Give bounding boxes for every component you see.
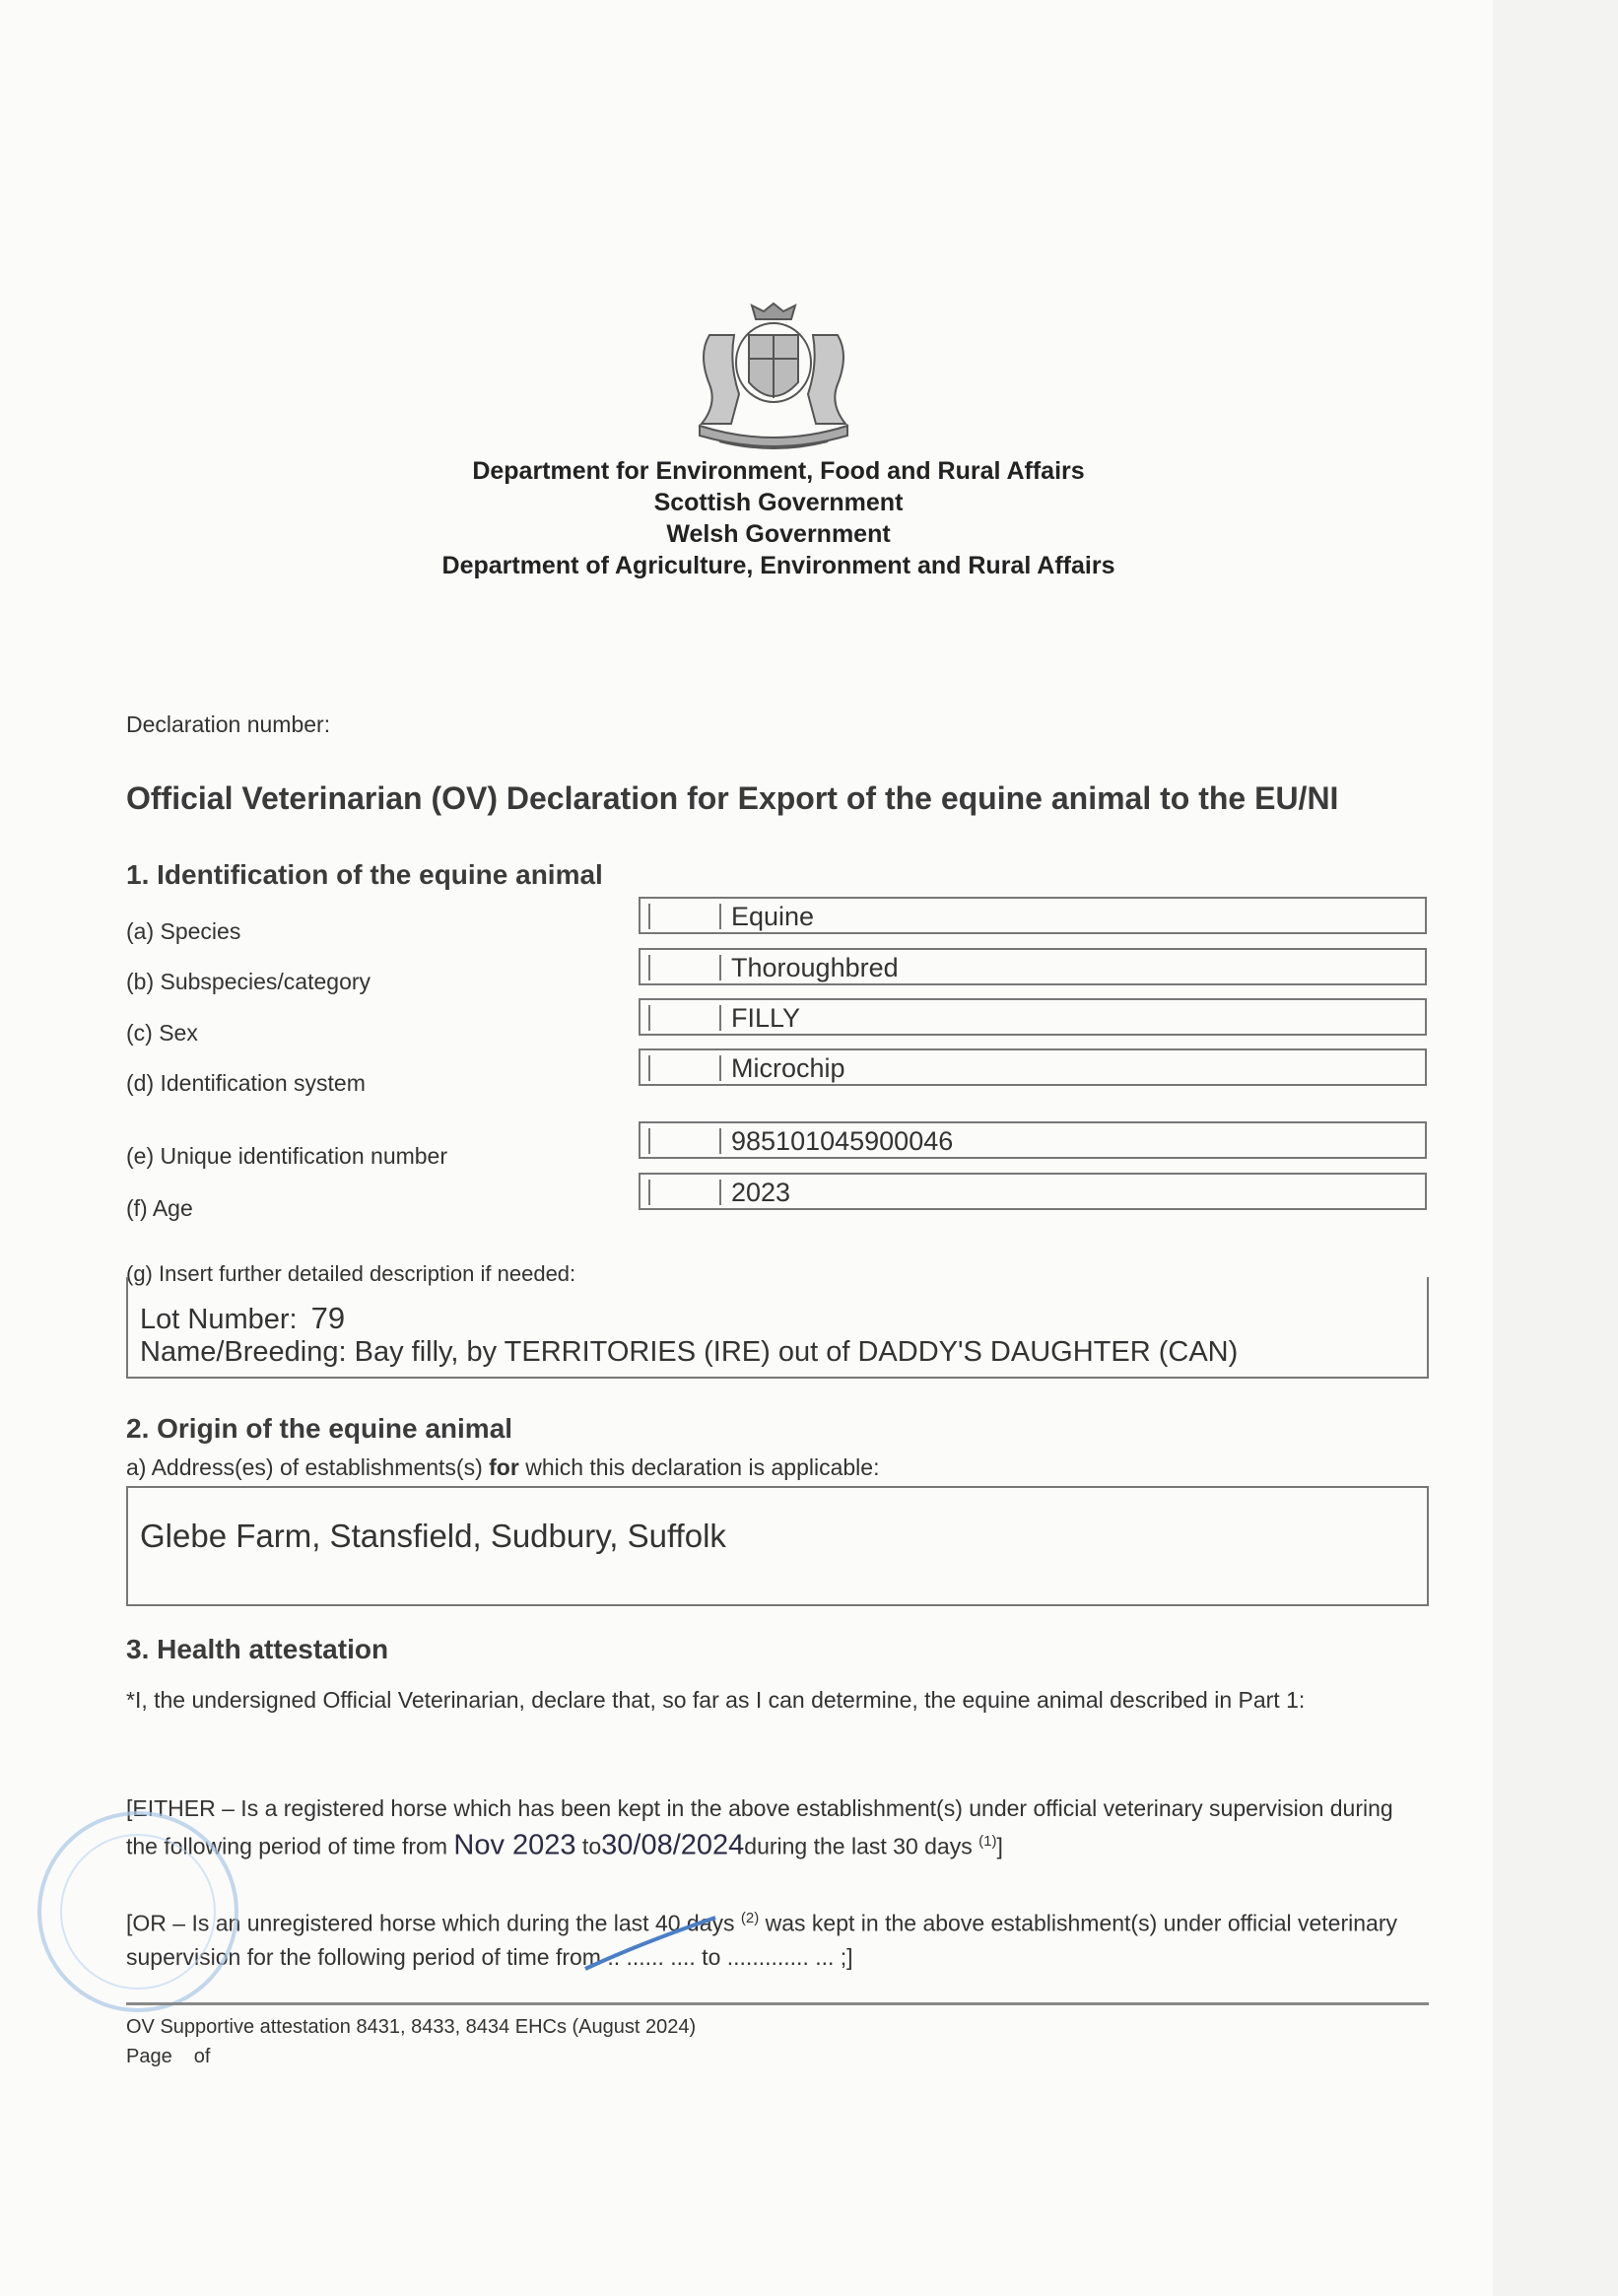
species-label: (a) Species xyxy=(126,918,241,944)
footer-page-number: Page of xyxy=(126,2046,211,2067)
address-label: a) Address(es) of establishments(s) for which this declaration is applicable: xyxy=(126,1454,880,1480)
section1-heading: 1. Identification of the equine animal xyxy=(126,859,603,890)
species-field[interactable] xyxy=(639,897,1427,934)
attestation-intro: *I, the undersigned Official Veterinarian, declare that, so far as I can determine, the equine animal described in Part 1: xyxy=(126,1687,1306,1713)
lot-number-label: Lot Number: xyxy=(140,1304,298,1335)
id-system-field[interactable] xyxy=(639,1048,1427,1086)
further-description-label: (g) Insert further detailed description if needed: xyxy=(126,1261,576,1286)
age-label: (f) Age xyxy=(126,1195,193,1221)
id-system-label: (d) Identification system xyxy=(126,1070,366,1096)
royal-coat-of-arms-icon xyxy=(680,296,867,453)
uid-field[interactable] xyxy=(639,1121,1427,1159)
id-system-value: Microchip xyxy=(731,1053,845,1083)
department-welsh-gov: Welsh Government xyxy=(666,520,891,548)
or-clause: [OR – Is an unregistered horse which during the last 40 days $^{(2)}$ was kept in the above establishment(s) under official veterinary supervision for the following period of time from .. ...... .... to ............. ... ;] xyxy=(126,1910,1397,1970)
issuing-departments xyxy=(315,455,1242,581)
strike-through-mark xyxy=(581,1914,719,1973)
lot-number-value: 79 xyxy=(310,1301,346,1335)
name-breeding-value: Bay filly, by TERRITORIES (IRE) out of DADDY'S DAUGHTER (CAN) xyxy=(354,1336,1239,1368)
uid-label: (e) Unique identification number xyxy=(126,1143,448,1169)
either-clause: [EITHER – Is a registered horse which has been kept in the above establishment(s) under official veterinary supervision during the following period of time from Nov 2023 to30/08/2024during the last 30 days $^{(1)}$] xyxy=(126,1795,1393,1861)
either-from-date: Nov 2023 xyxy=(453,1829,576,1861)
age-value: 2023 xyxy=(731,1178,791,1207)
subspecies-label: (b) Subspecies/category xyxy=(126,969,371,994)
name-breeding-line xyxy=(140,1336,1238,1369)
footer-divider xyxy=(126,2002,1429,2005)
either-to-date: 30/08/2024 xyxy=(601,1829,745,1861)
name-breeding-label: Name/Breeding: xyxy=(140,1336,347,1368)
species-value: Equine xyxy=(731,902,815,931)
page-title: Official Veterinarian (OV) Declaration for Export of the equine animal to the EU/NI xyxy=(126,780,1339,816)
subspecies-value: Thoroughbred xyxy=(731,953,899,982)
official-stamp-icon xyxy=(30,1803,246,2020)
section2-heading: 2. Origin of the equine animal xyxy=(126,1413,513,1444)
sex-field[interactable] xyxy=(639,998,1427,1036)
uid-value: 985101045900046 xyxy=(731,1126,954,1156)
department-scottish-gov: Scottish Government xyxy=(653,489,904,516)
sex-label: (c) Sex xyxy=(126,1020,198,1046)
department-daera: Department of Agriculture, Environment and Rural Affairs xyxy=(441,552,1115,579)
sex-value: FILLY xyxy=(731,1003,801,1033)
subspecies-field[interactable] xyxy=(639,948,1427,985)
department-defra: Department for Environment, Food and Rural Affairs xyxy=(472,457,1085,485)
lot-number-line xyxy=(140,1301,345,1336)
footer-attestation-ref: OV Supportive attestation 8431, 8433, 8434 EHCs (August 2024) xyxy=(126,2016,697,2038)
declaration-number-label: Declaration number: xyxy=(126,711,331,737)
scan-shadow xyxy=(1493,0,1618,2296)
age-field[interactable] xyxy=(639,1173,1427,1210)
section3-heading: 3. Health attestation xyxy=(126,1634,389,1664)
address-value: Glebe Farm, Stansfield, Sudbury, Suffolk xyxy=(140,1518,726,1554)
